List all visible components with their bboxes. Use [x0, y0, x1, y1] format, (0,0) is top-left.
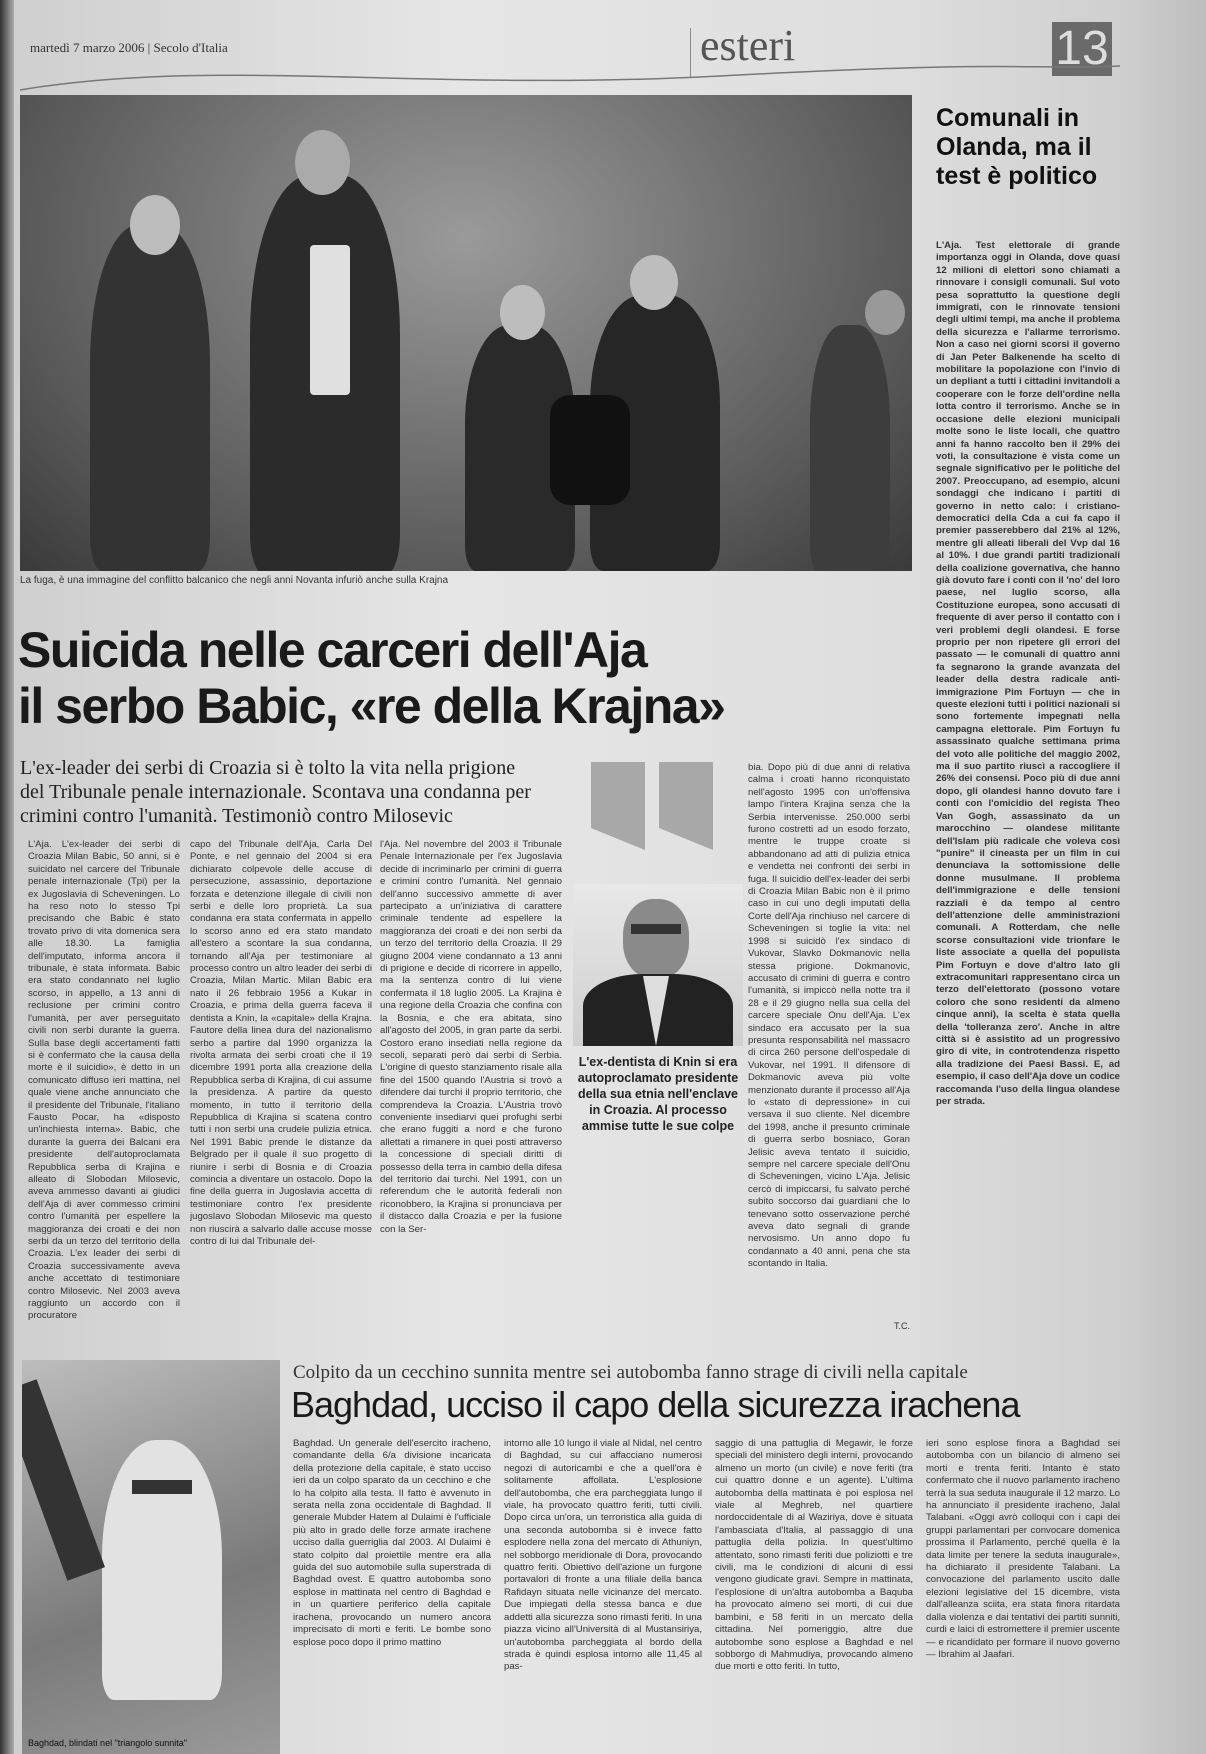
sidebar-headline: Comunali in Olanda, ma il test è politico	[936, 104, 1098, 190]
article-signature: T.C.	[893, 1321, 910, 1331]
sidebar-body: L'Aja. Test elettorale di grande importanza oggi in Olanda, dove quasi 12 milioni di elettori sono chiamati a rinnovare i consigli comunali. Sul voto pesa soprattutto la questione degli immigrati, con le rinnovate tensioni degli ultimi tempi, ma anche il problema della sicurezza e l'allarme terrorismo. Non a caso nei giorni scorsi il governo di Jan Peter Balkenende ha scelto di mobilitare la popolazione con l'invio di un depliant a tutti i cittadini invitandoli a cooperare con le forze dell'ordine nella lotta contro il terrorismo. Anche se in occasione delle elezioni municipali molte sono le liste locali, che quattro anni fa hanno raccolto ben il 29% dei voti, la consultazione è vista come un segnale significativo per le politiche del 2007. Preoccupano, ad esempio, alcuni sondaggi che indicano i partiti di governo in netto calo: i cristiano-democratici della Cda a cui fa capo il premier passerebbero dal 21% al 12%, mentre gli alleati liberali del Vvp dal 16 al 10%. I due grandi partiti tradizionali della coalizione governativa, che hanno già dovuto fare i conti con il 'no' del loro paese, nel luglio scorso, alla Costituzione europea, sono accusati di frequente di aver perso il contatto con i veri problemi degli olandesi. E forse proprio per non ripetere gli errori del passato — le comunali di quattro anni fa segnarono la grande avanzata del leader della destra radicale anti-immigrazione Pim Fortuyn — che in queste elezioni tutti i politici nazionali si sono fortemente impegnati nella campagna elettorale. Pim Fortuyn fu assassinato qualche settimana prima del voto alle politiche del maggio 2002, ma il suo partito riuscì a raccogliere il 26% dei consensi. Poco più di due anni dopo, gli olandesi hanno dovuto fare i conti con l'omicidio del regista Theo Van Gogh, assassinato da un marocchino — olandese militante dell'Islam più radicale che voleva così "punire" il cineasta per un film in cui denunciava la sottomissione delle donne musulmane. Il problema dell'immigrazione e delle tensioni razziali è da tempo al centro dell'attenzione delle amministrazioni comunali. A Rotterdam, che nelle scorse consultazioni vide trionfare le liste associate a quella del populista Pim Fortuyn e dove d'altro lato gli extracomunitari rappresentano circa un terzo dell'elettorato (possono votare coloro che sono residenti da almeno cinque anni), la scelta è stata quella della 'tolleranza zero'. Anche in altre città si è assistito ad un progressivo giro di vite, in controtendenza rispetto alla tradizione dei Paesi Bassi. E, ad esempio, il caso dell'Aja dove un codice raccomanda l'uso della lingua olandese per strada.	[936, 240, 1120, 1108]
refugees-photo	[20, 95, 912, 571]
second-headline: Baghdad, ucciso il capo della sicurezza irachena	[291, 1384, 1020, 1425]
second-column-1: Baghdad. Un generale dell'esercito iracheno, comandante della 6/a divisione incaricata della protezione della capitale, è stato ucciso ieri da un colpo sparato da un cecchino e che lo ha colpito alla testa. Il fatto è avvenuto in serata nella zona occidentale di Baghdad. Il generale Mubder Hatem al Dulaimi è l'ufficiale più alto in grado delle forze armate irachene ucciso dalla guerriglia dal 2003. Al Dulaimi è stato colpito dal proiettile mentre era alla guida del suo automobile sulla superstrada di Baghdad ovest. E quattro autobomba sono esplose in mattinata nel centro di Baghdad e in un quartiere periferico della capitale irachena, provocando un numero ancora imprecisato di morti e feriti. Le bombe sono esplose poco dopo il primo mattino	[293, 1438, 491, 1648]
baghdad-photo-caption: Baghdad, blindati nel "triangolo sunnita"	[28, 1738, 188, 1748]
dateline: martedì 7 marzo 2006 | Secolo d'Italia	[30, 40, 228, 55]
baghdad-soldier-photo	[22, 1360, 280, 1754]
second-column-3: saggio di una pattuglia di Megawir, le forze speciali del ministero degli interni, provocando almeno un morto (un civile) e nove feriti (tra cui quattro donne e un agente). L'ultima autobomba della mattinata è poi esplosa nel viale al Meghreb, nel quartiere nordoccidentale di al Waziriya, dove è situata l'ambasciata d'Italia, al passaggio di una pattuglia della polizia. In quest'ultimo attentato, sono rimasti feriti due poliziotti e tre civili, ma le condizioni di alcuni di essi vengono giudicate gravi. Sempre in mattinata, l'esplosione di un'altra autobomba a Baquba ha provocato almeno sei morti, di cui due bambini, e 58 feriti in un mercato della cittadina. Nel pomeriggio, altre due autobombe sono esplose a Baghdad e nel sobborgo di Mahmudiya, provocando almeno due morti e otto feriti. In tutto,	[715, 1438, 913, 1673]
header-swoosh	[20, 62, 1120, 92]
main-column-4: bia. Dopo più di due anni di relativa calma i croati hanno riconquistato nell'agosto 1995 con un'offensiva lampo l'intera Krajina senza che la Serbia intervenisse. 250.000 serbi furono costretti ad un esodo forzato, mentre le truppe croate si abbandonano ad atti di pulizia etnica e vendetta nei confronti dei serbi in fuga. Il suicidio dell'ex-leader dei serbi di Croazia Milan Babic non è il primo caso in cui uno degli imputati della Corte dell'Aja rinchiuso nel carcere di Scheveningen si toglie la vita: nel 1998 si suicidò l'ex sindaco di Vukovar, Slavko Dokmanovic nella stessa prigione. Dokmanovic, accusato di crimini di guerra e contro l'umanità, si impiccò nella notte tra il 28 e il 29 giugno nella sua cella del carcere speciale Onu dell'Aja. L'ex sindaco era accusato per la sua presunta responsabilità nel massacro di circa 260 persone dell'ospedale di Vukovar, nel 1991. Il difensore di Dokmanovic aveva più volte menzionato durante il processo all'Aja lo «stato di depressione» in cui versava il suo cliente. Nel dicembre del 1998, anche il presunto criminale di guerra serbo bosniaco, Goran Jelisic aveva tentato il suicidio, sempre nel carcere speciale dell'Onu di Scheveningen, vicino L'Aja. Jelisic cercò di impiccarsi, fu salvato perché subito soccorso dai guardiani che lo tenevano sotto osservazione perché aveva dato segnali di grande nervosismo. Un anno dopo fu condannato a 40 anni, pena che sta scontando in Italia.	[748, 762, 910, 1270]
main-column-1: L'Aja. L'ex-leader dei serbi di Croazia Milan Babic, 50 anni, si è suicidato nel carcere del Tribunale penale internazionale (Tpi) per la ex Jugoslavia di Scheveningen. Lo ha reso noto lo stesso Tpi precisando che Babic è stato trovato privo di vita domenica sera alle 18.30. La famiglia dell'imputato, informa ancora il tribunale, è stata informata. Babic era stato condannato nel luglio scorso, in appello, a 13 anni di reclusione per crimini contro l'umanità, per aver perseguitato civili non serbi durante la guerra. Sulla base degli accertamenti fatti si è confermato che la causa della morte è il suicidio», è detto in un comunicato diffuso ieri mattina, nel quale viene anche annunciato che il presidente del Tribunale, l'italiano Fausto Pocar, ha «disposto un'inchiesta interna». Babic, che durante la guerra dei Balcani era presidente dell'autoproclamata Repubblica serba di Krajina e alleato di Slobodan Milosevic, aveva ammesso davanti ai giudici dell'Aja di aver commesso crimini contro l'umanità per espellere la maggioranza dei croati e dei non serbi da un terzo del territorio della Croazia. L'ex leader dei serbi di Croazia successivamente aveva anche accettato di testimoniare contro Milosevic. Nel 2003 aveva raggiunto un accordo con il procuratore	[28, 839, 180, 1322]
main-headline	[18, 622, 918, 734]
section-title: esteri	[700, 21, 796, 70]
second-kicker: Colpito da un cecchino sunnita mentre sei autobomba fanno strage di civili nella capitale	[293, 1362, 968, 1383]
page-number: 13	[1052, 22, 1112, 76]
main-headline-line2: il serbo Babic, «re della Krajna»	[18, 678, 725, 734]
quote-mark-icon	[591, 762, 717, 850]
second-column-2: intorno alle 10 lungo il viale al Nidal, nel centro di Baghdad, su cui affacciano numerosi negozi di autoricambi e che a quell'ora è solitamente affollata. L'esplosione dell'autobomba, che era parcheggiata lungo il viale, ha provocato quattro feriti, tutti civili. Dopo circa un'ora, un terroristica alla guida di una seconda autobomba si è invece fatto esplodere nella zona del mercato di Athuniyn, nel sobborgo meridionale di Dora, provocando quattro feriti. Obiettivo dell'azione un furgone portavalori di fronte a una filiale della banca Rafidayn situata nelle vicinanze del mercato. Due impiegati della stessa banca e due addetti alla sicurezza sono rimasti feriti. In una piazza vicino all'Università di al Mustansiriya, un'autobomba parcheggiata al bordo della strada è quindi esplosa intorno alle 11,45 al pas-	[504, 1438, 702, 1673]
main-headline-line1: Suicida nelle carceri dell'Aja	[18, 622, 647, 678]
main-deck: L'ex-leader dei serbi di Croazia si è tolto la vita nella prigione del Tribunale penale internazionale. Scontava una condanna per crimini contro l'umanità. Testimoniò contro Milosevic	[20, 757, 531, 827]
main-column-2: capo del Tribunale dell'Aja, Carla Del Ponte, e nel gennaio del 2004 si era dichiarato colpevole delle accuse di persecuzione, assassinio, deportazione forzata e detenzione illegale di civili non serbi e delle loro proprietà. La sua condanna era stata confermata in appello lo scorso anno ed era stato mandato all'estero a scontare la sua condanna, tornando all'Aja per testimoniare al processo contro un altro leader dei serbi di Croazia, Milan Martic. Milan Babic era nato il 26 febbraio 1956 a Kukar in Croazia, e prima della guerra faceva il dentista a Knin, la «capitale» della Krajna. Fautore della linea dura del nazionalismo serbo a partire dal 1990 organizza la rivolta armata dei serbi croati che il 19 dicembre 1991 porta alla creazione della Repubblica serba di Krajina, di cui assume la presidenza. A partire da questo momento, in tutto il territorio della Repubblica di Krajina si scatena contro tutti i non serbi una crudele pulizia etnica. Nel 1991 Babic prende le distanze da Belgrado per il quale il suo progetto di riunire i serbi di Bosnia e di Croazia comincia a diventare un ostacolo. Dopo la fine della guerra in Jugoslavia accetta di testimoniare contro l'ex presidente jugoslavo Slobodan Milosevic ma questo non riuscirà a salvarlo dalle accuse mosse contro di lui dal Tribunale del-	[190, 839, 372, 1247]
babic-portrait	[573, 884, 743, 1046]
main-column-3: l'Aja. Nel novembre del 2003 il Tribunale Penale Internazionale per l'ex Jugoslavia decide di incriminarlo per crimini di guerra e crimini contro l'umanità. Nel gennaio dell'anno successivo ammette di aver partecipato a un'iniziativa di carattere criminale tendente ad espellere la maggioranza dei croati e dei non serbi da un terzo del territorio della Croazia. Il 29 giugno 2004 viene condannato a 13 anni di prigione e decide di ricorrere in appello, ma la sentenza contro di lui viene confermata il 18 luglio 2005. La Krajina è una regione della Croazia che confina con la Bosnia, e che era abitata, sino all'agosto del 2005, in gran parte da serbi. Costoro erano insediati nella regione da secoli, separati però dai serbi di Serbia. L'origine di questo stanziamento risale alla fine del 1500 quando l'Austria si trovò a difendere dai turchi il proprio territorio, che comprendeva la Croazia. L'Austria trovò conveniente insediarvi quei profughi serbi che erano fuggiti a nord e che furono allettati a rimanere in quei posti attraverso la concessione di speciali diritti di possesso della terra in cambio della difesa del territorio dai turchi. Nel 1991, con un referendum che le autorità federali non riconobbero, la Krajina si pronunciava per il distacco dalla Croazia e per la fusione con la Ser-	[380, 839, 562, 1235]
pull-quote: L'ex-dentista di Knin si era autoproclamato presidente della sua etnia nell'enclave in Croazia. Al processo ammise tutte le sue colpe	[577, 1055, 739, 1133]
photo-caption: La fuga, è una immagine del conflitto balcanico che negli anni Novanta infuriò anche sulla Krajna	[20, 575, 449, 586]
second-column-4: ieri sono esplose finora a Baghdad sei autobomba con un bilancio di almeno sei morti e trenta feriti. Intanto è stato confermato che il nuovo parlamento iracheno terrà la sua seduta inaugurale il 12 marzo. Lo ha annunciato il presidente iracheno, Jalal Talabani. «Oggi avrò colloqui con i capi dei gruppi parlamentari per convocare domenica prossima il Parlamento, perché quella è la data limite per tenere la seduta inaugurale», ha dichiarato il presidente Talabani. La convocazione del parlamento uscito dalle elezioni legislative del 15 dicembre, vista dall'alleanza sciita, era stata finora ritardata dalla violenza e dai tentativi dei partiti sunniti, curdi e laici di estromettere il premier uscente — e ricandidato per formare il nuovo governo — Ibrahim al Jaafari.	[926, 1438, 1120, 1660]
background-margin	[1124, 0, 1206, 1754]
